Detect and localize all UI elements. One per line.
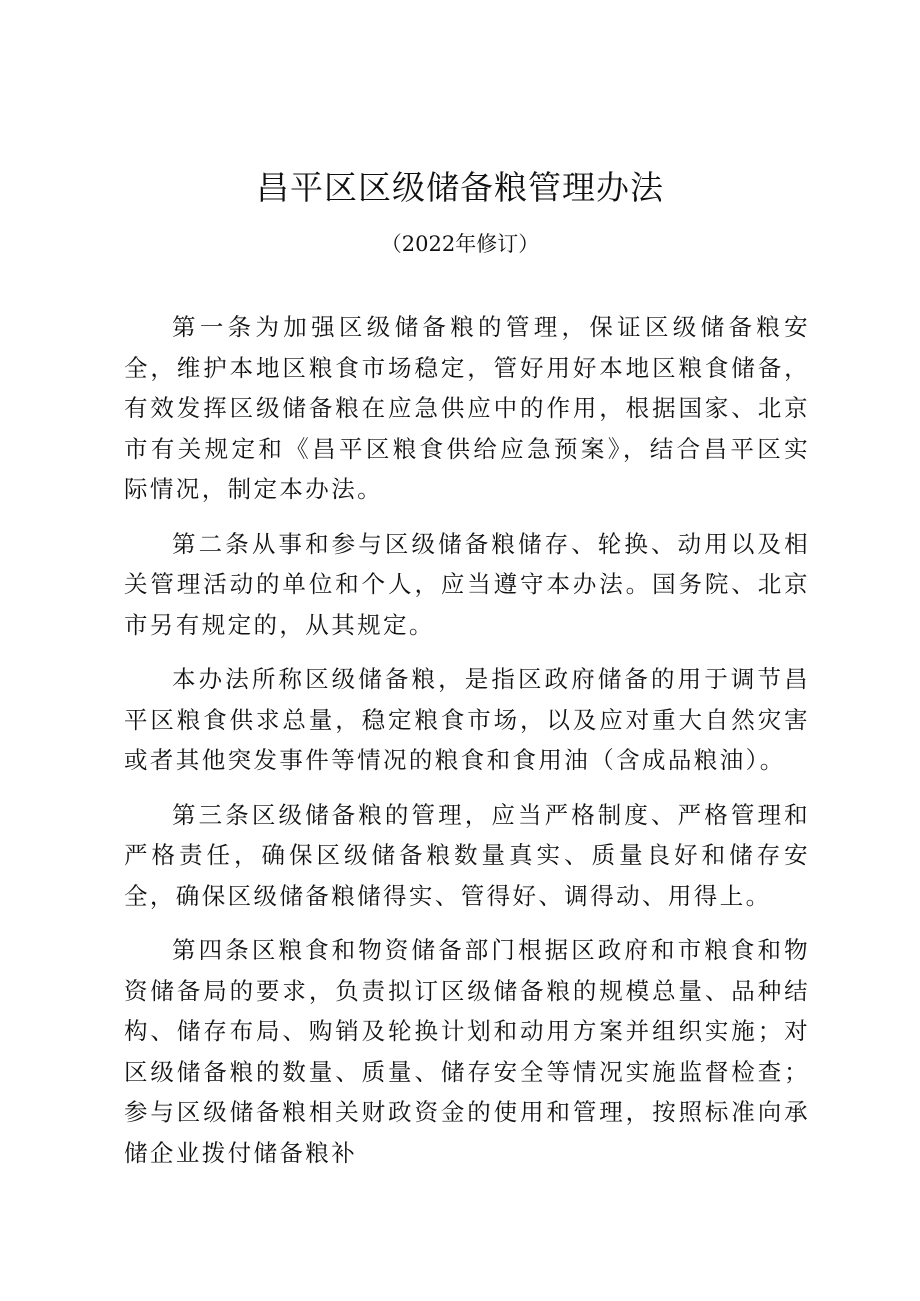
document-subtitle: （2022年修订） [380, 232, 540, 256]
paragraph-article-4: 第四条区粮食和物资储备部门根据区政府和市粮食和物资储备局的要求，负责拟订区级储备粮的规模总量、品种结构、储存布局、购销及轮换计划和动用方案并组织实施；对区级储备粮的数量、质量、储存安全等情况实施监督检查；参与区级储备粮相关财政资金的使用和管理，按照标准向承储企业拨付储备粮补 [124, 936, 810, 1167]
paragraph-article-3: 第三条区级储备粮的管理，应当严格制度、严格管理和严格责任，确保区级储备粮数量真实、质量良好和储存安全，确保区级储备粮储得实、管得好、调得动、用得上。 [124, 800, 810, 910]
document-body [124, 307, 810, 1173]
paragraph-article-2: 第二条从事和参与区级储备粮储存、轮换、动用以及相关管理活动的单位和个人，应当遵守本办法。国务院、北京市另有规定的，从其规定。 [124, 529, 810, 639]
document-title: 昌平区区级储备粮管理办法 [256, 168, 664, 207]
paragraph-definition: 本办法所称区级储备粮，是指区政府储备的用于调节昌平区粮食供求总量，稳定粮食市场，以及应对重大自然灾害或者其他突发事件等情况的粮食和食用油（含成品粮油）。 [124, 665, 810, 774]
paragraph-article-1: 第一条为加强区级储备粮的管理，保证区级储备粮安全，维护本地区粮食市场稳定，管好用好本地区粮食储备，有效发挥区级储备粮在应急供应中的作用，根据国家、北京市有关规定和《昌平区粮食供给应急预案》，结合昌平区实际情况，制定本办法。 [124, 313, 810, 503]
